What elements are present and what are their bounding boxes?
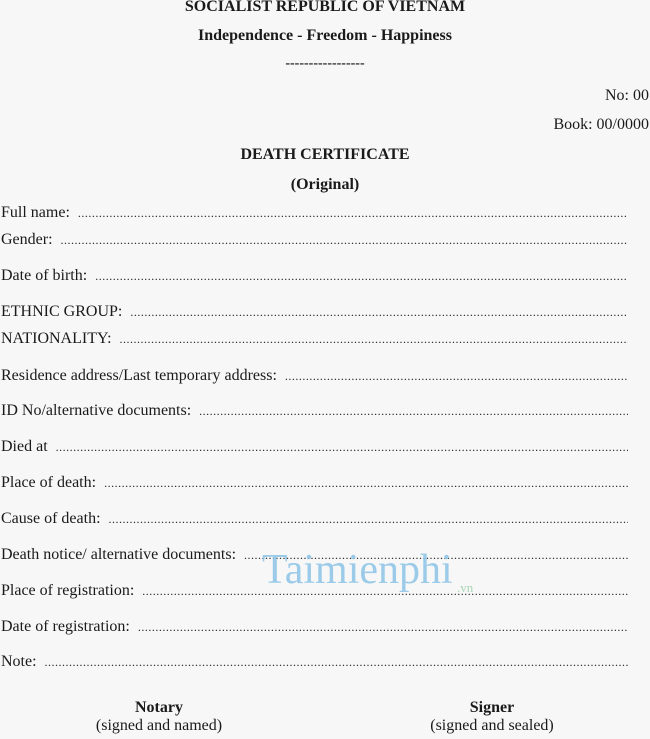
form-field-row [1, 231, 628, 249]
form-field-row [1, 367, 628, 385]
field-label: Cause of death: [1, 510, 101, 527]
field-label: Place of death: [1, 474, 97, 491]
notary-note: (signed and named) [95, 717, 223, 734]
field-blank-line[interactable] [109, 512, 628, 527]
country-heading: SOCIALIST REPUBLIC OF VIETNAM [184, 0, 466, 15]
field-blank-line[interactable] [285, 369, 628, 384]
field-label: Died at [1, 438, 48, 455]
form-field-row [1, 204, 628, 222]
field-blank-line[interactable] [78, 206, 628, 221]
motto: Independence - Freedom - Happiness [198, 27, 452, 44]
watermark-logo: Taimienphi .vn [262, 547, 474, 595]
book-number: Book: 00/0000 [553, 116, 649, 133]
signer-signature [382, 699, 602, 735]
certificate-number: No: 00 [605, 87, 649, 104]
form-field-row [1, 402, 628, 420]
notary-signature [49, 699, 269, 735]
field-label: Note: [1, 653, 37, 670]
field-label: ETHNIC GROUP: [1, 303, 123, 320]
field-blank-line[interactable] [104, 476, 628, 491]
field-label: Date of birth: [1, 267, 88, 284]
field-blank-line[interactable] [61, 233, 628, 248]
field-blank-line[interactable] [138, 620, 628, 635]
field-label: Gender: [1, 231, 53, 248]
form-field-row [1, 303, 628, 321]
signer-note: (signed and sealed) [430, 717, 554, 734]
form-field-row [1, 474, 628, 492]
field-blank-line[interactable] [56, 440, 628, 455]
field-label: Full name: [1, 204, 70, 221]
field-label: Residence address/Last temporary address: [1, 367, 277, 384]
field-label: NATIONALITY: [1, 330, 112, 347]
field-blank-line[interactable] [130, 305, 628, 320]
form-field-row [1, 330, 628, 348]
field-label: ID No/alternative documents: [1, 402, 192, 419]
field-blank-line[interactable] [45, 655, 628, 670]
notary-label: Notary [135, 699, 183, 716]
form-field-row [1, 267, 628, 285]
form-field-row [1, 618, 628, 636]
form-field-row [1, 438, 628, 456]
field-label: Place of registration: [1, 582, 135, 599]
document-title: DEATH CERTIFICATE [240, 146, 410, 163]
field-blank-line[interactable] [199, 404, 628, 419]
field-label: Date of registration: [1, 618, 130, 635]
separator: ----------------- [285, 56, 365, 71]
field-label: Death notice/ alternative documents: [1, 546, 237, 563]
field-blank-line[interactable] [95, 269, 628, 284]
form-field-row [1, 510, 628, 528]
signer-label: Signer [469, 699, 515, 716]
form-field-row [1, 653, 628, 671]
document-subtitle: (Original) [290, 176, 360, 193]
field-blank-line[interactable] [120, 332, 628, 347]
